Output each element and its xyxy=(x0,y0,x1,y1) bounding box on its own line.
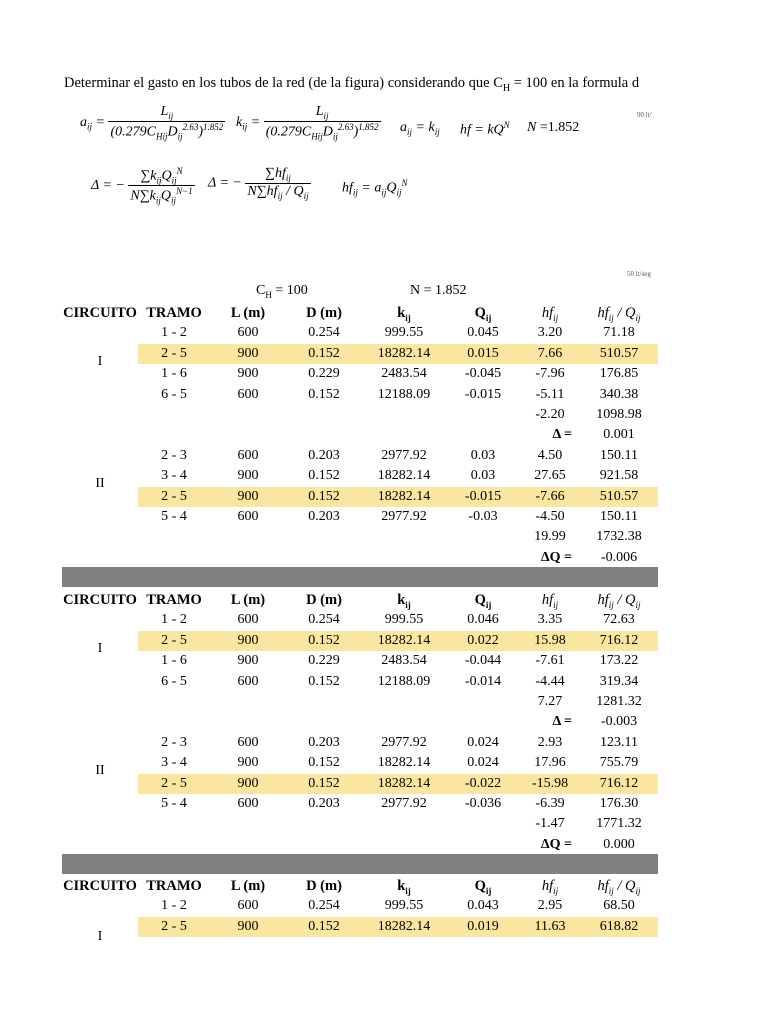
q-cell: 0.043 xyxy=(467,898,499,914)
tramo-cell: 2 - 5 xyxy=(161,918,187,934)
hf-cell: 3.20 xyxy=(537,325,563,341)
k-cell: 18282.14 xyxy=(377,632,431,648)
hf-cell: 11.63 xyxy=(534,918,566,934)
tramo-cell: 1 - 6 xyxy=(161,653,187,669)
tramo-cell: 1 - 6 xyxy=(161,366,187,382)
formula-delta-2: Δ = − $\frac{\sum hf_{ij}}{N\sum hf_{ij} / Q_{ij}}$ xyxy=(208,166,309,201)
header-diameter: D (m) xyxy=(306,878,342,894)
length-cell: 900 xyxy=(237,488,259,504)
q-cell: 0.046 xyxy=(467,612,499,628)
q-cell: 0.019 xyxy=(467,918,499,934)
diameter-cell: 0.152 xyxy=(308,468,340,484)
length-cell: 900 xyxy=(237,345,259,361)
table-row xyxy=(62,733,658,753)
header-circuito: CIRCUITO xyxy=(63,592,137,608)
k-cell: 999.55 xyxy=(384,325,424,341)
header-hf: $hf_{ij}$ xyxy=(541,592,559,610)
header-hf-over-q: $hf_{ij} / Q_{ij}$ xyxy=(597,592,641,610)
hf-cell: 4.50 xyxy=(537,447,563,463)
hf-over-q-cell: 176.85 xyxy=(599,366,639,382)
table-row xyxy=(62,794,658,814)
table-row xyxy=(62,344,658,364)
sum-row xyxy=(62,814,658,834)
length-cell: 900 xyxy=(237,632,259,648)
diameter-cell: 0.152 xyxy=(308,345,340,361)
hf-over-q-cell: 716.12 xyxy=(599,632,639,648)
circuit-label: I xyxy=(97,354,103,369)
length-cell: 600 xyxy=(237,898,259,914)
table-row xyxy=(62,672,658,692)
formula-kij: $k_{ij}$ = $\frac{L_{ij}}{(0.279C_{Hij}D_{ij}^{2.63})^{1.852}}$ xyxy=(236,104,379,142)
q-cell: 0.045 xyxy=(467,325,499,341)
diameter-cell: 0.254 xyxy=(308,612,340,628)
hf-cell: -6.39 xyxy=(535,796,565,811)
hf-cell: -7.96 xyxy=(535,366,565,382)
length-cell: 900 xyxy=(237,468,259,484)
length-cell: 900 xyxy=(237,775,259,791)
header-length: L (m) xyxy=(230,878,266,894)
hf-over-q-cell: 68.50 xyxy=(603,898,635,914)
table-row xyxy=(62,753,658,773)
hf-cell: -4.44 xyxy=(535,673,565,689)
hf-over-q-cell: 755.79 xyxy=(599,755,639,771)
tramo-cell: 5 - 4 xyxy=(161,796,187,811)
figure-fragment-note: 50 lt/seg xyxy=(627,270,651,278)
tramo-cell: 2 - 5 xyxy=(161,775,187,791)
delta-label: ΔQ = xyxy=(540,836,572,852)
q-cell: 0.024 xyxy=(467,755,499,771)
tramo-cell: 2 - 3 xyxy=(161,447,187,463)
tramo-cell: 6 - 5 xyxy=(161,673,187,689)
length-cell: 600 xyxy=(237,386,259,402)
header-length: L (m) xyxy=(230,592,266,608)
diameter-cell: 0.229 xyxy=(308,366,340,382)
hf-cell: 3.35 xyxy=(537,612,563,628)
k-cell: 12188.09 xyxy=(377,386,431,402)
delta-label: Δ = xyxy=(552,427,572,443)
tramo-cell: 1 - 2 xyxy=(161,612,187,628)
header-k: $k_{ij}$ xyxy=(397,878,411,896)
delta-value: -0.006 xyxy=(600,549,638,565)
iteration-separator xyxy=(62,854,658,874)
q-cell: 0.03 xyxy=(470,468,496,484)
hf-cell: 2.93 xyxy=(537,734,563,750)
table-row xyxy=(62,610,658,630)
table-header-row xyxy=(62,876,658,896)
sum-hf-over-q: 1098.98 xyxy=(596,407,642,422)
hf-cell: -7.61 xyxy=(535,653,565,669)
tramo-cell: 1 - 2 xyxy=(161,898,187,914)
table-row xyxy=(62,631,658,651)
sum-hf: -1.47 xyxy=(535,816,565,832)
hf-cell: 15.98 xyxy=(534,632,566,648)
diameter-cell: 0.203 xyxy=(308,509,340,524)
tramo-cell: 2 - 5 xyxy=(161,488,187,504)
q-cell: -0.014 xyxy=(464,673,502,689)
circuit-label: I xyxy=(97,929,103,945)
diameter-cell: 0.152 xyxy=(308,673,340,689)
hf-cell: 17.96 xyxy=(534,755,566,771)
formula-hfij: $hf_{ij} = a_{ij}Q_{ij}^N$ xyxy=(342,178,408,198)
formula-aij-eq-kij: $a_{ij} = k_{ij}$ xyxy=(400,120,440,137)
q-cell: -0.044 xyxy=(464,653,502,669)
header-diameter: D (m) xyxy=(306,305,342,321)
circuit-label: II xyxy=(95,476,105,492)
diameter-cell: 0.254 xyxy=(308,325,340,341)
length-cell: 900 xyxy=(237,918,259,934)
diameter-cell: 0.152 xyxy=(308,488,340,504)
tramo-cell: 2 - 5 xyxy=(161,345,187,361)
tramo-cell: 6 - 5 xyxy=(161,386,187,402)
k-cell: 2977.92 xyxy=(381,447,427,463)
k-cell: 18282.14 xyxy=(377,468,431,484)
k-cell: 18282.14 xyxy=(377,918,431,934)
param-ch: $C_H = 100$ xyxy=(256,283,308,300)
length-cell: 600 xyxy=(237,612,259,628)
hf-cell: 27.65 xyxy=(534,468,566,484)
diameter-cell: 0.203 xyxy=(308,796,340,811)
diameter-cell: 0.152 xyxy=(308,918,340,934)
length-cell: 900 xyxy=(237,755,259,771)
sum-row xyxy=(62,692,658,712)
formula-n: N =1.852 xyxy=(527,120,580,135)
hf-over-q-cell: 319.34 xyxy=(599,673,639,689)
table-row xyxy=(62,323,658,343)
sum-row xyxy=(62,405,658,425)
diameter-cell: 0.152 xyxy=(308,775,340,791)
delta-row xyxy=(62,548,658,568)
sum-hf-over-q: 1281.32 xyxy=(596,694,642,709)
hf-over-q-cell: 173.22 xyxy=(599,653,639,669)
table-row xyxy=(62,774,658,794)
k-cell: 999.55 xyxy=(384,898,424,914)
table-row xyxy=(62,466,658,486)
length-cell: 600 xyxy=(237,734,259,750)
table-header-row xyxy=(62,303,658,323)
hf-over-q-cell: 716.12 xyxy=(599,775,639,791)
header-circuito: CIRCUITO xyxy=(63,878,137,894)
q-cell: 0.024 xyxy=(467,734,499,750)
tramo-cell: 2 - 5 xyxy=(161,632,187,648)
diameter-cell: 0.203 xyxy=(308,447,340,463)
delta-value: 0.000 xyxy=(603,836,635,852)
header-length: L (m) xyxy=(230,305,266,321)
q-cell: -0.03 xyxy=(468,509,498,524)
q-cell: -0.022 xyxy=(464,775,502,791)
header-hf-over-q: $hf_{ij} / Q_{ij}$ xyxy=(597,878,641,896)
formula-hf: hf = $kQ^N$ xyxy=(460,120,510,138)
header-k: $k_{ij}$ xyxy=(397,592,411,610)
header-hf: $hf_{ij}$ xyxy=(541,878,559,896)
delta-value: -0.003 xyxy=(600,714,638,730)
tramo-cell: 3 - 4 xyxy=(161,755,187,771)
header-diameter: D (m) xyxy=(306,592,342,608)
length-cell: 600 xyxy=(237,673,259,689)
circuit-label: II xyxy=(95,763,105,779)
table-row xyxy=(62,446,658,466)
header-tramo: TRAMO xyxy=(146,592,202,608)
sum-hf-over-q: 1771.32 xyxy=(596,816,642,832)
hf-over-q-cell: 618.82 xyxy=(599,918,639,934)
q-cell: 0.015 xyxy=(467,345,499,361)
hf-over-q-cell: 340.38 xyxy=(599,386,639,402)
hf-over-q-cell: 72.63 xyxy=(603,612,635,628)
hf-cell: -5.11 xyxy=(535,386,565,402)
diameter-cell: 0.203 xyxy=(308,734,340,750)
header-q: $Q_{ij}$ xyxy=(474,305,492,323)
k-cell: 2977.92 xyxy=(381,734,427,750)
header-circuito: CIRCUITO xyxy=(63,305,137,321)
k-cell: 18282.14 xyxy=(377,755,431,771)
tramo-cell: 1 - 2 xyxy=(161,325,187,341)
length-cell: 600 xyxy=(237,509,259,524)
sum-row xyxy=(62,527,658,547)
q-cell: 0.03 xyxy=(470,447,496,463)
hf-over-q-cell: 510.57 xyxy=(599,345,639,361)
k-cell: 18282.14 xyxy=(377,775,431,791)
k-cell: 12188.09 xyxy=(377,673,431,689)
table-row xyxy=(62,487,658,507)
q-cell: -0.015 xyxy=(464,386,502,402)
sum-hf: -2.20 xyxy=(535,407,565,422)
param-n: N = 1.852 xyxy=(410,283,467,298)
k-cell: 18282.14 xyxy=(377,345,431,361)
diameter-cell: 0.152 xyxy=(308,755,340,771)
table-row xyxy=(62,507,658,527)
hf-cell: 7.66 xyxy=(537,345,563,361)
tramo-cell: 3 - 4 xyxy=(161,468,187,484)
delta-row xyxy=(62,425,658,445)
hf-over-q-cell: 921.58 xyxy=(599,468,639,484)
k-cell: 2977.92 xyxy=(381,796,427,811)
header-hf: $hf_{ij}$ xyxy=(541,305,559,323)
delta-row xyxy=(62,835,658,855)
header-q: $Q_{ij}$ xyxy=(474,878,492,896)
header-hf-over-q: $hf_{ij} / Q_{ij}$ xyxy=(597,305,641,323)
diameter-cell: 0.229 xyxy=(308,653,340,669)
formula-aij: $a_{ij}$ = $\frac{L_{ij}}{(0.279C_{Hij}D_{ij}^{2.63})^{1.852}}$ xyxy=(80,104,224,142)
length-cell: 600 xyxy=(237,325,259,341)
k-cell: 18282.14 xyxy=(377,488,431,504)
header-tramo: TRAMO xyxy=(146,305,202,321)
tramo-cell: 5 - 4 xyxy=(161,509,187,524)
hf-over-q-cell: 150.11 xyxy=(600,509,638,524)
k-cell: 2977.92 xyxy=(381,509,427,524)
q-cell: 0.022 xyxy=(467,632,499,648)
sum-hf: 7.27 xyxy=(537,694,563,709)
diameter-cell: 0.254 xyxy=(308,898,340,914)
table-header-row xyxy=(62,590,658,610)
length-cell: 600 xyxy=(237,796,259,811)
hf-over-q-cell: 71.18 xyxy=(603,325,635,341)
delta-value: 0.001 xyxy=(603,427,635,443)
table-row xyxy=(62,917,658,937)
delta-label: ΔQ = xyxy=(540,549,572,565)
hf-over-q-cell: 176.30 xyxy=(599,796,639,811)
hf-over-q-cell: 123.11 xyxy=(600,734,638,750)
table-row xyxy=(62,385,658,405)
header-q: $Q_{ij}$ xyxy=(474,592,492,610)
header-tramo: TRAMO xyxy=(146,878,202,894)
hf-cell: -4.50 xyxy=(535,509,565,524)
tramo-cell: 2 - 3 xyxy=(161,734,187,750)
delta-label: Δ = xyxy=(552,714,572,730)
diameter-cell: 0.152 xyxy=(308,632,340,648)
circuit-label: I xyxy=(97,641,103,656)
length-cell: 900 xyxy=(237,653,259,669)
hf-cell: -15.98 xyxy=(531,775,569,791)
diameter-cell: 0.152 xyxy=(308,386,340,402)
hf-over-q-cell: 150.11 xyxy=(600,447,638,463)
k-cell: 2483.54 xyxy=(381,366,427,382)
table-row xyxy=(62,651,658,671)
q-cell: -0.045 xyxy=(464,366,502,382)
hf-cell: 2.95 xyxy=(537,898,563,914)
iteration-separator xyxy=(62,567,658,587)
table-row xyxy=(62,364,658,384)
hf-cell: -7.66 xyxy=(535,488,565,504)
header-k: $k_{ij}$ xyxy=(397,305,411,323)
problem-statement: Determinar el gasto en los tubos de la red (de la figura) considerando que $C_H = 100$ en la formula d xyxy=(64,75,640,94)
length-cell: 900 xyxy=(237,366,259,382)
hf-over-q-cell: 510.57 xyxy=(599,488,639,504)
delta-row xyxy=(62,712,658,732)
q-cell: -0.036 xyxy=(464,796,502,811)
sum-hf-over-q: 1732.38 xyxy=(596,529,642,545)
length-cell: 600 xyxy=(237,447,259,463)
table-row xyxy=(62,896,658,916)
k-cell: 999.55 xyxy=(384,612,424,628)
figure-fragment-note: 90 lt/ xyxy=(637,111,652,119)
q-cell: -0.015 xyxy=(464,488,502,504)
formula-delta-1: Δ = − $\frac{\sum k_{ij}Q_{ij}^N}{N\sum k_{ij}Q_{ij}^{N-1}}$ xyxy=(91,166,193,206)
sum-hf: 19.99 xyxy=(534,529,566,545)
k-cell: 2483.54 xyxy=(381,653,427,669)
